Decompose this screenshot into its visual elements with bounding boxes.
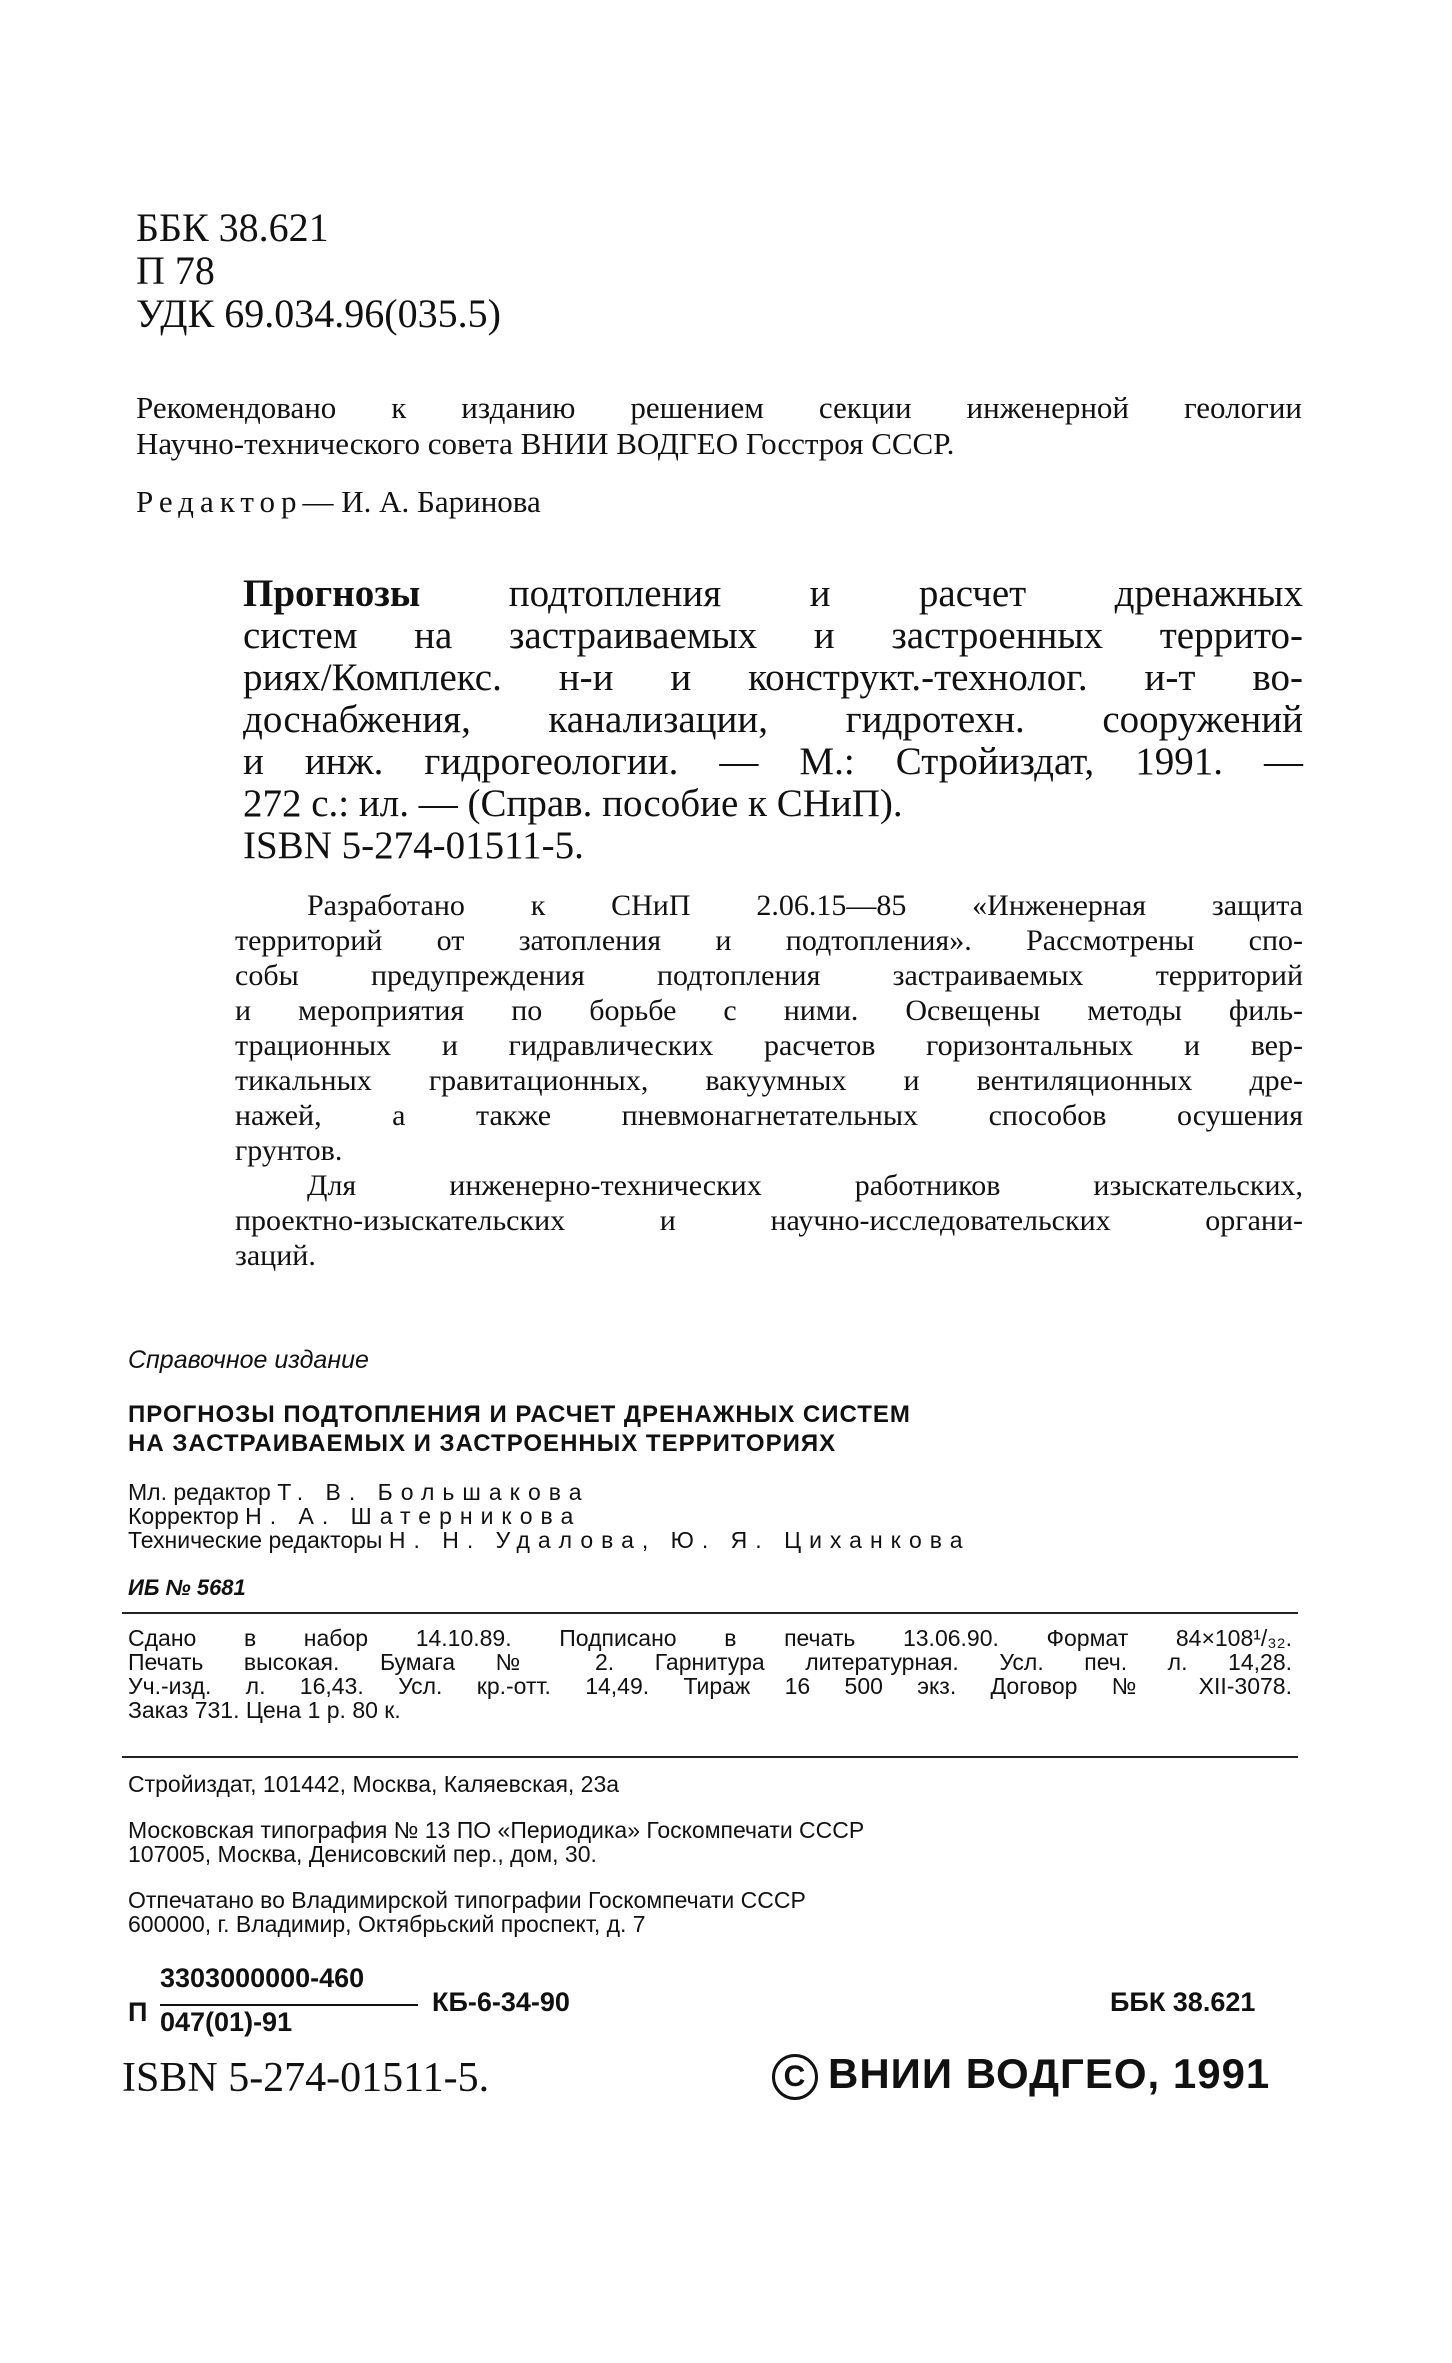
biblio-line-4: доснабжения, канализации, гидротехн. сооружений — [243, 698, 1303, 741]
bibliographic-description — [243, 573, 1303, 867]
printer-line: 107005, Москва, Денисовский пер., дом, 30. — [128, 1841, 597, 1867]
audience-line: проектно-изыскательских и научно-исследовательских органи- — [235, 1204, 1303, 1237]
copyright-icon: C — [772, 2054, 818, 2100]
author-mark: П 78 — [136, 248, 215, 293]
staff-row: Корректор Н. А. Шатерникова — [128, 1503, 582, 1529]
recommendation-line-2: Научно-технического совета ВНИИ ВОДГЕО Госстроя СССР. — [136, 426, 955, 461]
print-detail-line: Уч.-изд. л. 16,43. Усл. кр.-отт. 14,49. Тираж 16 500 экз. Договор № XII-3078. — [128, 1673, 1292, 1699]
editor-name: — И. А. Баринова — [302, 484, 541, 519]
code-prefix: П — [128, 1997, 148, 2027]
footer-isbn: ISBN 5-274-01511-5. — [122, 2055, 490, 2101]
biblio-line-3: риях/Комплекс. н-и и конструкт.-технолог. и-т во- — [243, 656, 1303, 699]
annotation-line: Разработано к СНиП 2.06.15—85 «Инженерная защита — [307, 889, 1303, 922]
audience-line: заций. — [235, 1239, 316, 1272]
staff-row: Мл. редактор Т. В. Большакова — [128, 1479, 590, 1505]
fraction-line — [160, 2004, 418, 2006]
print-detail-line: Заказ 731. Цена 1 р. 80 к. — [128, 1697, 401, 1723]
print-details — [128, 1626, 1292, 1722]
staff-list — [128, 1480, 971, 1552]
annotation-line: тикальных гравитационных, вакуумных и вентиляционных дре- — [235, 1064, 1303, 1097]
annotation-line: нажей, а также пневмонагнетательных способов осушения — [235, 1099, 1303, 1132]
printed-line: Отпечатано во Владимирской типографии Госкомпечати СССР — [128, 1887, 806, 1913]
biblio-line-5: и инж. гидрогеологии. — М.: Стройиздат, 1991. — — [243, 740, 1303, 783]
annotation-line: собы предупреждения подтопления застраиваемых территорий — [235, 959, 1303, 992]
ib-number: ИБ № 5681 — [128, 1575, 246, 1600]
annotation-line: и мероприятия по борьбе с ними. Освещены методы филь- — [235, 994, 1303, 1027]
copyright-holder: ВНИИ ВОДГЕО, 1991 — [828, 2050, 1271, 2097]
classification-block — [136, 206, 501, 335]
staff-row: Технические редакторы Н. Н. Удалова, Ю. Я. Циханкова — [128, 1527, 971, 1553]
annotation-line: грунтов. — [235, 1134, 343, 1167]
biblio-line-1: Прогнозы подтопления и расчет дренажных — [243, 572, 1303, 615]
divider — [122, 1756, 1298, 1758]
code-numerator: 3303000000-460 — [160, 1963, 365, 1993]
annotation-line: трационных и гидравлических расчетов горизонтальных и вер- — [235, 1029, 1303, 1062]
book-title-word: Прогнозы — [243, 572, 421, 615]
recommendation-line-1: Рекомендовано к изданию решением секции инженерной геологии — [136, 390, 1302, 425]
audience-line: Для инженерно-технических работников изыскательских, — [307, 1169, 1303, 1202]
edition-type: Справочное издание — [128, 1346, 369, 1374]
kb-code: КБ-6-34-90 — [432, 1987, 570, 2017]
printer-info — [128, 1818, 864, 1866]
printed-info — [128, 1888, 806, 1936]
imprint-title-line-2: НА ЗАСТРАИВАЕМЫХ И ЗАСТРОЕННЫХ ТЕРРИТОРИЯХ — [128, 1430, 837, 1457]
bbk-code: ББК 38.621 — [136, 205, 329, 250]
imprint-title — [128, 1400, 911, 1458]
printer-line: Московская типография № 13 ПО «Периодика» Госкомпечати СССР — [128, 1817, 865, 1843]
recommendation — [136, 390, 1302, 462]
copyright — [772, 2050, 1270, 2100]
biblio-isbn: ISBN 5-274-01511-5. — [243, 824, 584, 867]
print-detail-line: Сдано в набор 14.10.89. Подписано в печать 13.06.90. Формат 84×108¹/₃₂. — [128, 1625, 1292, 1651]
biblio-line-6: 272 с.: ил. — (Справ. пособие к СНиП). — [243, 782, 903, 825]
printed-line: 600000, г. Владимир, Октябрьский проспект, д. 7 — [128, 1911, 646, 1937]
udk-code: УДК 69.034.96(035.5) — [136, 291, 501, 336]
imprint-title-line-1: ПРОГНОЗЫ ПОДТОПЛЕНИЯ И РАСЧЕТ ДРЕНАЖНЫХ СИСТЕМ — [128, 1401, 911, 1428]
biblio-line-2: систем на застраиваемых и застроенных террито- — [243, 614, 1303, 657]
code-denominator: 047(01)-91 — [160, 2007, 293, 2037]
annotation-line: территорий от затопления и подтопления». Рассмотрены спо- — [235, 924, 1303, 957]
editor-line — [136, 484, 541, 520]
annotation — [235, 888, 1303, 1273]
bbk-bottom: ББК 38.621 — [1110, 1987, 1256, 2017]
editor-label: Редактор — [136, 484, 303, 519]
divider — [122, 1612, 1298, 1614]
print-detail-line: Печать высокая. Бумага № 2. Гарнитура литературная. Усл. печ. л. 14,28. — [128, 1649, 1292, 1675]
publisher-address: Стройиздат, 101442, Москва, Каляевская, 23а — [128, 1771, 620, 1797]
